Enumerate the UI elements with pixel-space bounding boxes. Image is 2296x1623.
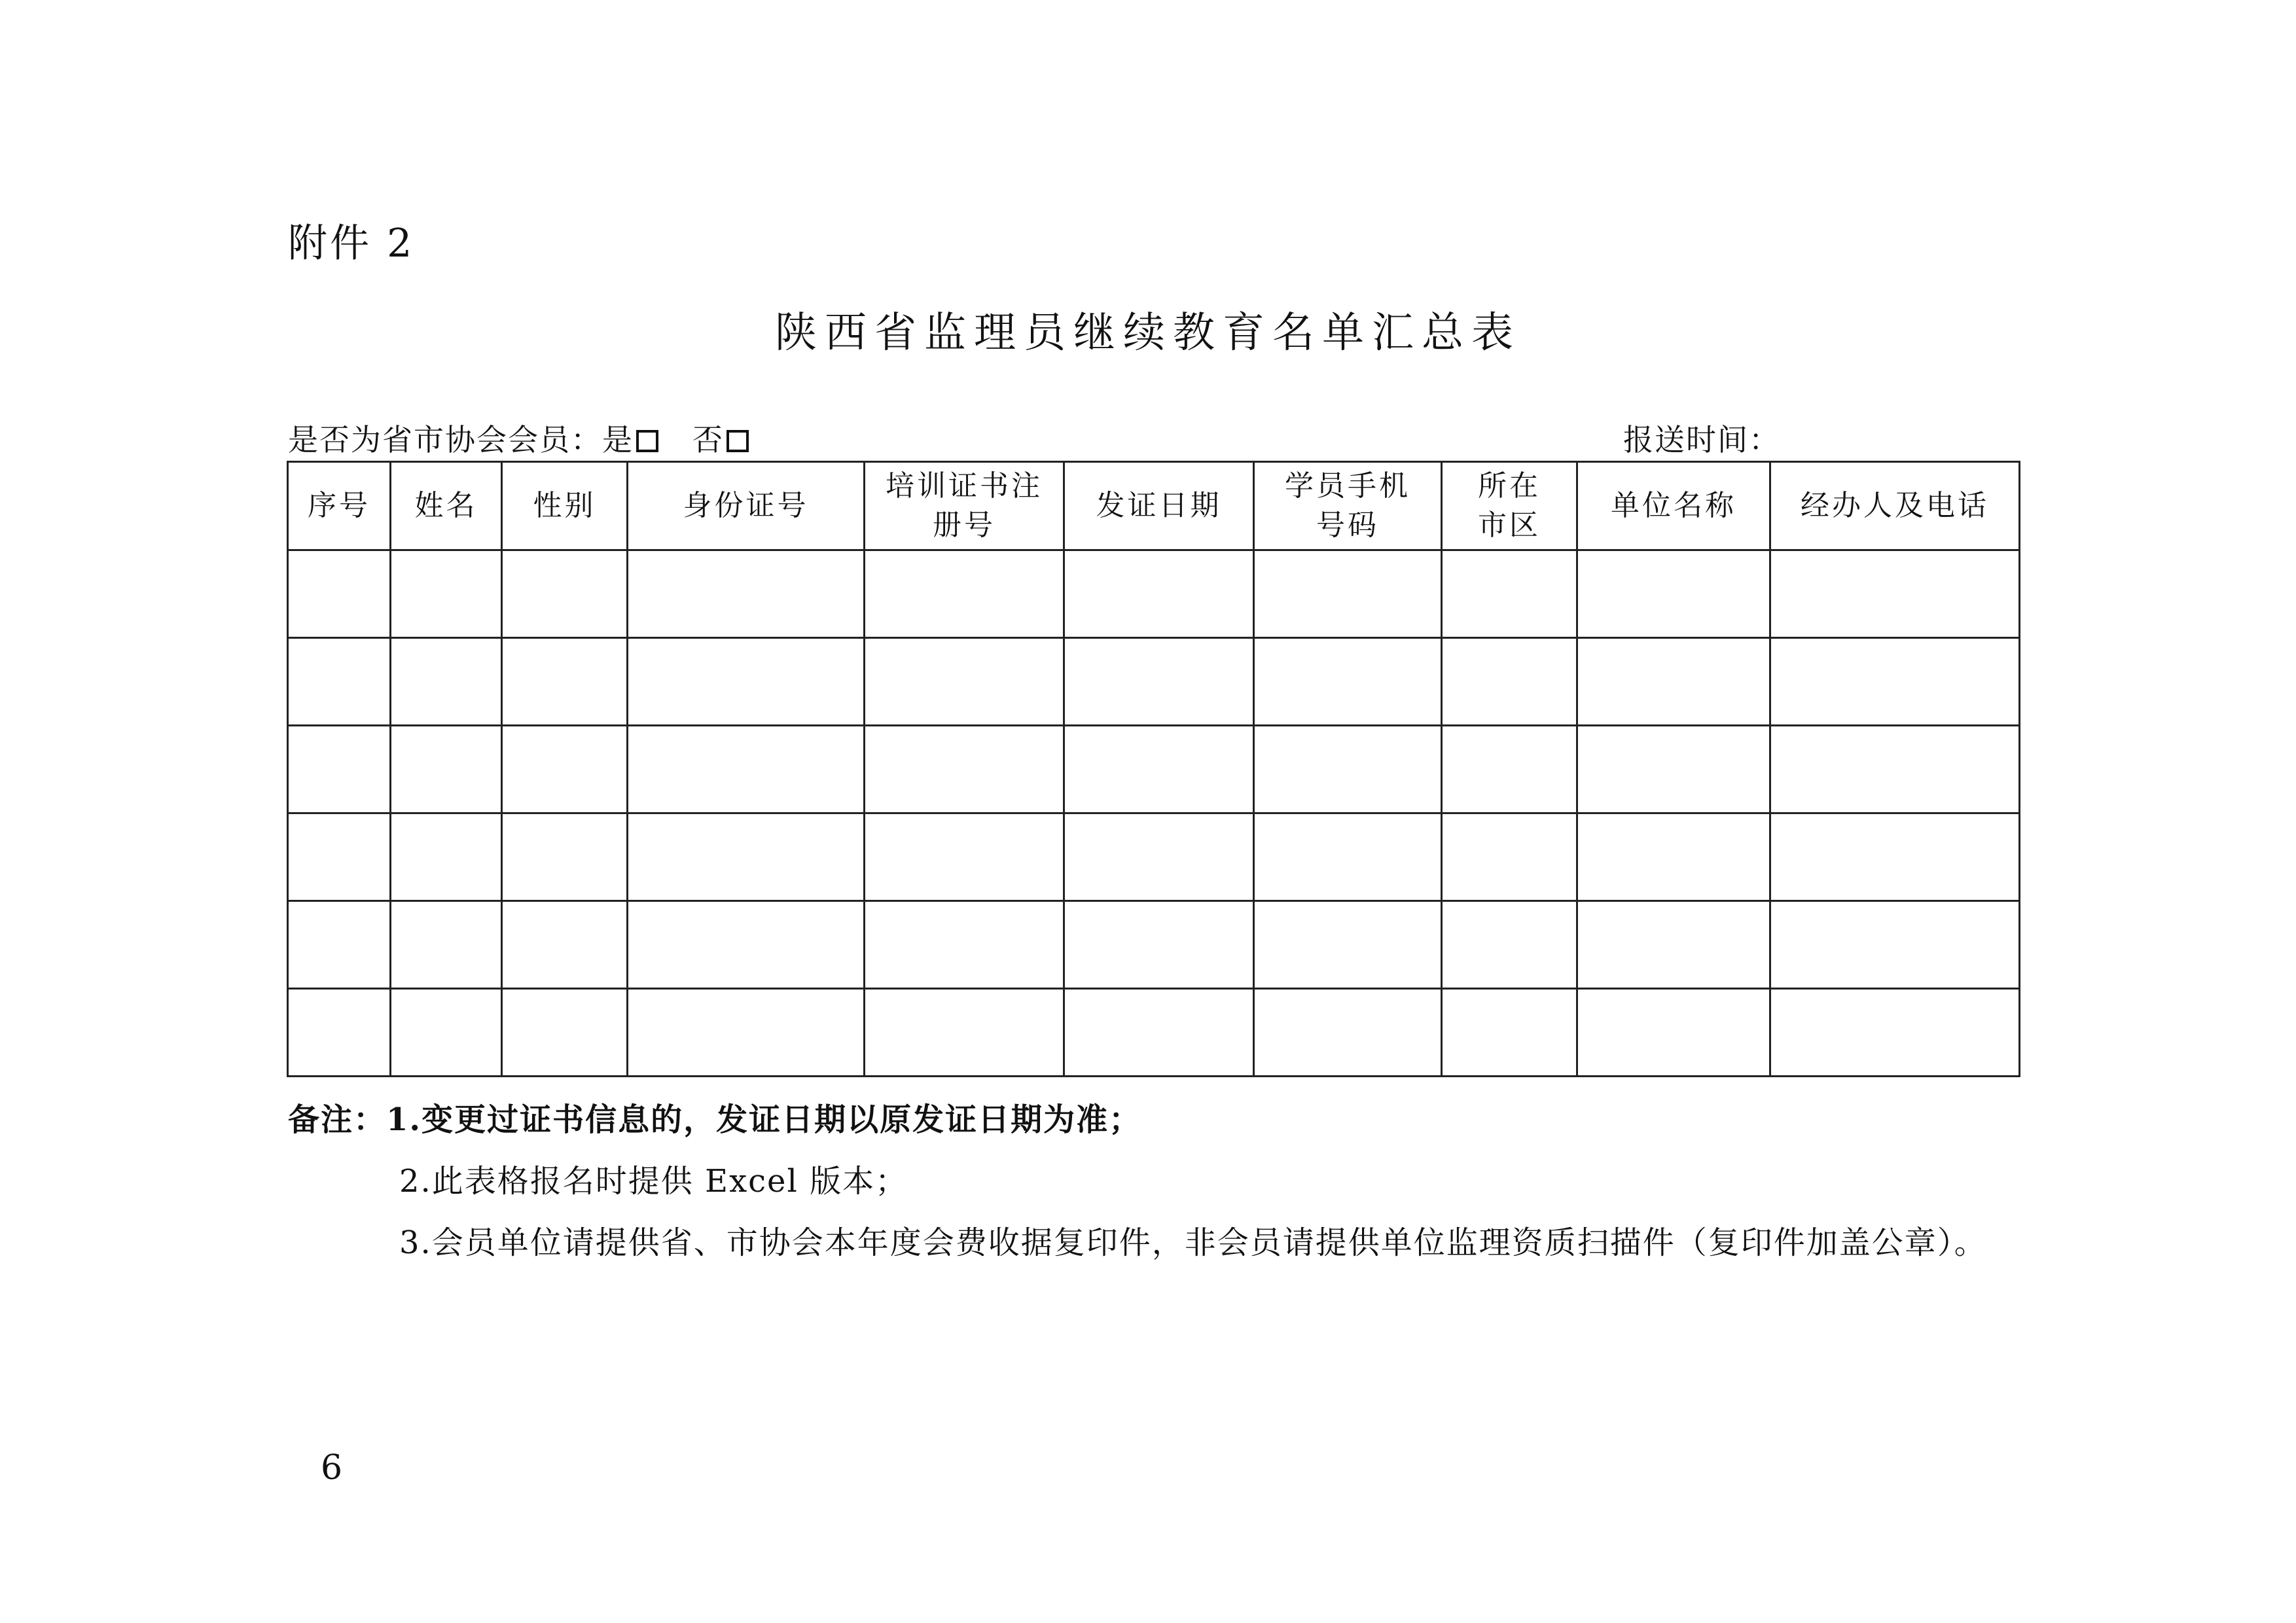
- table-cell[interactable]: [391, 726, 502, 813]
- column-header-line: 身份证号: [683, 489, 809, 522]
- table-cell[interactable]: [628, 550, 865, 638]
- table-row: [288, 813, 2020, 901]
- table-cell[interactable]: [391, 813, 502, 901]
- table-cell[interactable]: [391, 989, 502, 1077]
- table-cell[interactable]: [288, 901, 391, 989]
- annex-label: 附件 2: [288, 221, 415, 266]
- column-header-line: 序号: [308, 489, 370, 522]
- table-cell[interactable]: [1064, 638, 1254, 726]
- table-cell[interactable]: [502, 550, 628, 638]
- column-header: [1577, 462, 1770, 550]
- column-header: [502, 462, 628, 550]
- column-header-line: 性别: [533, 489, 596, 522]
- table-cell[interactable]: [288, 813, 391, 901]
- table-row: [288, 550, 2020, 638]
- table-cell[interactable]: [865, 989, 1064, 1077]
- table-cell[interactable]: [288, 638, 391, 726]
- table-cell[interactable]: [1577, 901, 1770, 989]
- column-header: [288, 462, 391, 550]
- table-cell[interactable]: [1064, 901, 1254, 989]
- table-body: [288, 550, 2020, 1077]
- notes-section: [288, 1089, 2020, 1274]
- table-row: [288, 726, 2020, 813]
- table-cell[interactable]: [1254, 813, 1442, 901]
- membership-question-text: 是否为省市协会会员：是: [288, 422, 634, 457]
- table-cell[interactable]: [502, 638, 628, 726]
- table-cell[interactable]: [1770, 638, 2020, 726]
- table-cell[interactable]: [1442, 901, 1577, 989]
- column-header-line: 所在: [1478, 469, 1541, 503]
- table-cell[interactable]: [1064, 726, 1254, 813]
- table-cell[interactable]: [865, 813, 1064, 901]
- table-cell[interactable]: [1577, 638, 1770, 726]
- option-no-label: 否: [692, 422, 724, 457]
- table-cell[interactable]: [1577, 726, 1770, 813]
- table-cell[interactable]: [502, 989, 628, 1077]
- table-cell[interactable]: [1442, 550, 1577, 638]
- table-cell[interactable]: [1254, 989, 1442, 1077]
- column-header-line: 单位名称: [1611, 489, 1736, 522]
- column-header: [865, 462, 1064, 550]
- table-cell[interactable]: [288, 550, 391, 638]
- column-header-line: 经办人及电话: [1801, 489, 1989, 522]
- table-cell[interactable]: [628, 726, 865, 813]
- table-cell[interactable]: [288, 989, 391, 1077]
- table-cell[interactable]: [1442, 813, 1577, 901]
- table-cell[interactable]: [1254, 901, 1442, 989]
- table-row: [288, 989, 2020, 1077]
- table-cell[interactable]: [288, 726, 391, 813]
- membership-question: [288, 419, 749, 461]
- table-cell[interactable]: [1770, 726, 2020, 813]
- note-3: 3.会员单位请提供省、市协会本年度会费收据复印件，非会员请提供单位监理资质扫描件（复印件加盖公章）。: [399, 1224, 1987, 1261]
- table-cell[interactable]: [865, 901, 1064, 989]
- table-cell[interactable]: [1064, 989, 1254, 1077]
- table-cell[interactable]: [1064, 550, 1254, 638]
- table-row: [288, 638, 2020, 726]
- column-header-line: 学员手机: [1285, 469, 1410, 503]
- column-header-line: 号码: [1316, 508, 1379, 542]
- note-1: 备注：1.变更过证书信息的，发证日期以原发证日期为准；: [288, 1101, 1142, 1138]
- table-cell[interactable]: [502, 901, 628, 989]
- table-cell[interactable]: [1577, 813, 1770, 901]
- table-cell[interactable]: [1770, 901, 2020, 989]
- column-header: [1254, 462, 1442, 550]
- note-2: 2.此表格报名时提供 Excel 版本；: [399, 1163, 908, 1200]
- roster-table: [287, 461, 2020, 1077]
- table-cell[interactable]: [1064, 813, 1254, 901]
- table-cell[interactable]: [628, 901, 865, 989]
- table-cell[interactable]: [1770, 989, 2020, 1077]
- table-cell[interactable]: [1442, 726, 1577, 813]
- table-cell[interactable]: [1770, 550, 2020, 638]
- table-cell[interactable]: [1770, 813, 2020, 901]
- checkbox-yes[interactable]: [636, 430, 658, 452]
- header-row: [288, 462, 2020, 550]
- column-header: [1770, 462, 2020, 550]
- document-title: 陕西省监理员继续教育名单汇总表: [775, 309, 1521, 357]
- column-header-line: 姓名: [414, 489, 478, 522]
- table-cell[interactable]: [628, 989, 865, 1077]
- submit-time-label: 报送时间：: [1623, 422, 1780, 457]
- checkbox-no[interactable]: [726, 430, 749, 452]
- table-cell[interactable]: [1577, 550, 1770, 638]
- table-cell[interactable]: [502, 813, 628, 901]
- column-header-line: 发证日期: [1096, 489, 1222, 522]
- table-cell[interactable]: [1254, 638, 1442, 726]
- table-cell[interactable]: [1442, 638, 1577, 726]
- table-cell[interactable]: [865, 550, 1064, 638]
- table-cell[interactable]: [391, 901, 502, 989]
- table-cell[interactable]: [628, 813, 865, 901]
- table-cell[interactable]: [391, 550, 502, 638]
- table-cell[interactable]: [1254, 726, 1442, 813]
- table-cell[interactable]: [502, 726, 628, 813]
- column-header-line: 册号: [933, 508, 996, 542]
- page-number: 6: [321, 1448, 343, 1488]
- column-header-line: 培训证书注: [886, 469, 1043, 503]
- table-cell[interactable]: [391, 638, 502, 726]
- table-cell[interactable]: [1442, 989, 1577, 1077]
- table-cell[interactable]: [1254, 550, 1442, 638]
- table-cell[interactable]: [628, 638, 865, 726]
- column-header: [628, 462, 865, 550]
- column-header: [1442, 462, 1577, 550]
- table-cell[interactable]: [865, 638, 1064, 726]
- table-cell[interactable]: [1577, 989, 1770, 1077]
- table-cell[interactable]: [865, 726, 1064, 813]
- column-header-line: 市区: [1478, 508, 1541, 542]
- column-header: [1064, 462, 1254, 550]
- table-row: [288, 901, 2020, 989]
- column-header: [391, 462, 502, 550]
